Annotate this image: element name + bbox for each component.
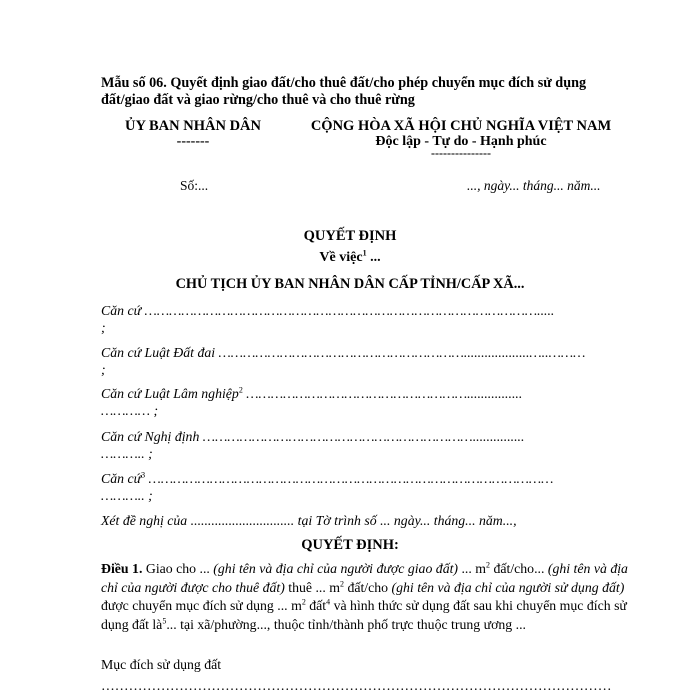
article-1-text-1: Giao cho ... (142, 561, 214, 576)
decision-title: QUYẾT ĐỊNH (303, 228, 397, 244)
footnote-2: 2 (238, 385, 243, 395)
basis-1-dots: ……………………………………………………………………………………..... (141, 303, 555, 318)
basis-2-continuation: ; (101, 362, 106, 377)
basis-5-dots: ……………………………………………………………………………………… (145, 471, 554, 486)
square-sup-2: 2 (340, 578, 344, 588)
basis-4-label: Căn cứ Nghị định (101, 429, 200, 444)
basis-2-label: Căn cứ Luật Đất đai (101, 345, 216, 360)
square-sup-3: 2 (301, 597, 306, 607)
proposal-line (101, 512, 517, 529)
basis-3-dots: ………………………………………………................ (242, 386, 523, 401)
decision-subject (0, 250, 700, 266)
article-1-text-3: đất/cho... (490, 561, 548, 576)
motto-rule: --------------- (431, 146, 491, 160)
motto: Độc lập - Tự do - Hạnh phúc (375, 134, 547, 149)
footnote-3: 3 (141, 470, 146, 480)
article-1-text-6: được chuyển mục đích sử dụng ... m (101, 598, 302, 613)
article-1-italic-2: (ghi tên và địa chỉ của người được cho thuê đất) (101, 561, 628, 595)
purpose-dots: ………………………………………………………………………………………………… (101, 678, 612, 693)
proposal-middle: tại Tờ trình số ... ngày... tháng... năm..., (294, 513, 517, 528)
basis-1-continuation: ; (101, 320, 106, 335)
proposal-dots: .............................. (187, 513, 295, 528)
basis-3 (101, 385, 522, 402)
basis-5-label: Căn cứ (101, 471, 142, 486)
org-dash: ------- (176, 134, 210, 149)
purpose-label: Mục đích sử dụng đất (101, 657, 222, 672)
decides-heading: QUYẾT ĐỊNH: (301, 537, 399, 553)
article-1-text-2: ... m (458, 561, 487, 576)
basis-3-label: Căn cứ Luật Lâm nghiệp (101, 386, 239, 401)
place-date: ..., ngày... tháng... năm... (467, 178, 601, 193)
basis-1 (101, 302, 554, 319)
basis-1-label: Căn cứ (101, 303, 142, 318)
article-1 (101, 560, 631, 634)
basis-4-dots: …………………………………………………………............... (199, 429, 525, 444)
article-1-text-8: và hình thức sử dụng đất sau khi chuyển mục đích sử dụng đất là (101, 598, 627, 632)
subject-prefix: Về việc (319, 250, 363, 265)
footnote-5: 5 (162, 615, 167, 625)
article-1-text-5: đất/cho (344, 579, 392, 595)
basis-5 (101, 470, 553, 487)
basis-4 (101, 428, 524, 445)
form-title-line1: Mẫu số 06. Quyết định giao đất/cho thuê đất/cho phép chuyển mục đích sử dụng (101, 75, 587, 91)
document-number: Số:... (180, 178, 209, 193)
org-name: ỦY BAN NHÂN DÂN (124, 118, 261, 134)
form-title-line2: đất/giao đất và giao rừng/cho thuê và cho thuê rừng (101, 92, 415, 108)
subject-suffix: ... (366, 250, 381, 265)
article-1-italic-3: (ghi tên và địa chỉ của người sử dụng đất) (391, 579, 625, 595)
footnote-1: 1 (362, 248, 367, 258)
article-1-text-9: ... tại xã/phường..., thuộc tỉnh/thành phố trực thuộc trung ương ... (166, 616, 526, 632)
basis-2-dots: ……………………………………………………...................…..……… (215, 345, 586, 360)
footnote-4: 4 (326, 597, 331, 607)
decision-authority: CHỦ TỊCH ỦY BAN NHÂN DÂN CẤP TỈNH/CẤP XÃ... (175, 276, 525, 292)
article-1-label: Điều 1. (101, 561, 143, 576)
article-1-text-7: đất (305, 598, 327, 613)
basis-4-continuation: ……….. ; (101, 446, 153, 461)
basis-2 (101, 344, 585, 361)
proposal-prefix: Xét đề nghị của (101, 513, 188, 528)
country-name: CỘNG HÒA XÃ HỘI CHỦ NGHĨA VIỆT NAM (310, 118, 612, 134)
article-1-text-4: thuê ... m (284, 579, 340, 595)
basis-5-continuation: ……….. ; (101, 488, 153, 503)
square-sup-1: 2 (486, 560, 491, 570)
basis-3-continuation: ………… ; (101, 403, 159, 418)
article-1-italic-1: (ghi tên và địa chỉ của người được giao đất) (213, 561, 459, 576)
